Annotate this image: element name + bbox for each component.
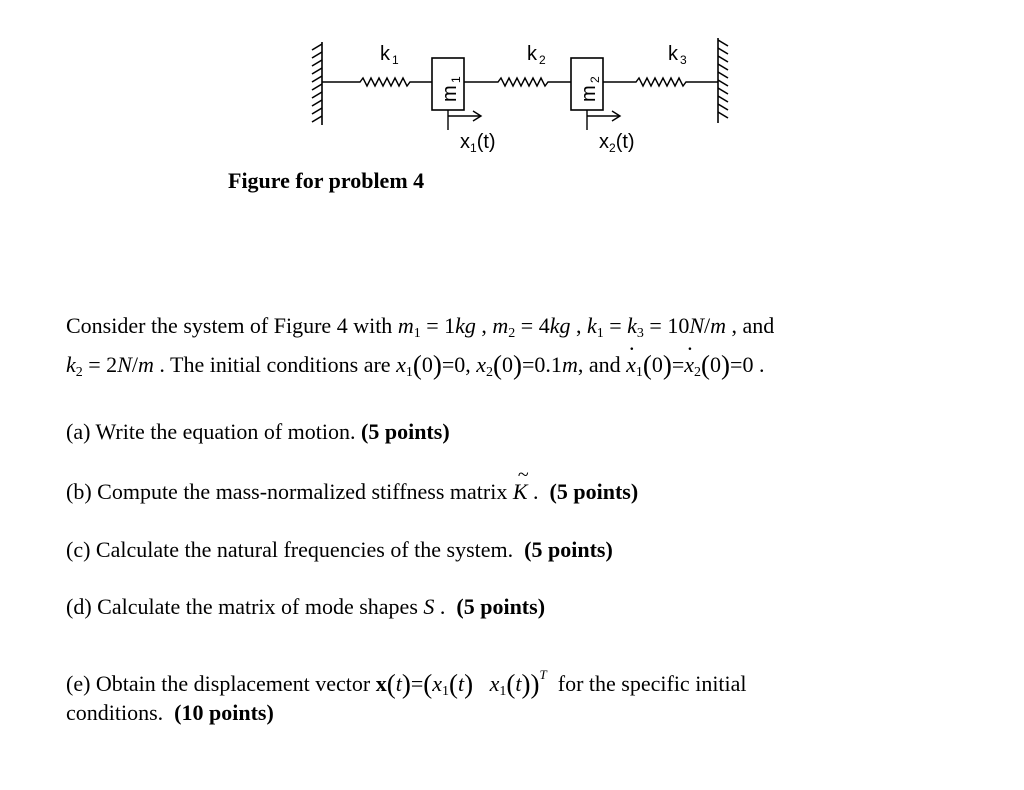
mass-m2-sub: 2 <box>588 76 602 83</box>
spring-k2 <box>464 78 571 86</box>
mass-m1-label: m <box>439 85 461 102</box>
ic-text: The initial conditions are <box>170 352 391 377</box>
disp-x2-label: $x_2(t)$ <box>599 131 635 155</box>
spring-k1 <box>322 78 432 86</box>
part-e: (e) Obtain the displacement vector $x(t)=(x_1(t)$ $x_1(t))^T$ for the specific initial <box>66 667 747 699</box>
part-a: (a) Write the equation of motion. (5 points) <box>66 419 450 444</box>
mass-m2-label: m <box>578 85 600 102</box>
disp-x1-label: $x_1(t)$ <box>460 131 496 155</box>
spring-k3-label: k <box>668 43 678 65</box>
intro-text: Consider the system of Figure 4 with <box>66 313 393 338</box>
spring-k3 <box>603 78 718 86</box>
part-e-line-2: conditions. (10 points) <box>66 700 274 725</box>
problem-line-2: $k_2 = 2N/m$ . The initial conditions are $x_1(0)=0$, $x_2(0)=0.1m$, and · $x_1(0)=\cdot x_2(0)=0$ . <box>66 350 764 388</box>
part-b: (b) Compute the mass-normalized stiffness matrix ~ K . (5 points) <box>66 477 638 507</box>
figure-caption: Figure for problem 4 <box>228 168 425 193</box>
problem-line-1: Consider the system of Figure 4 with $m_1 = 1kg$ , $m_2 = 4kg$ , $k_1 = k_3 = 10N/m$ , and <box>66 313 775 341</box>
spring-k1-label: k <box>380 43 390 65</box>
spring-k2-label: k <box>527 43 537 65</box>
mass-m1-sub: 1 <box>449 76 463 83</box>
spring-mass-figure <box>300 30 750 165</box>
spring-k2-sub: 2 <box>539 53 546 67</box>
left-wall <box>312 42 322 125</box>
spring-k1-sub: 1 <box>392 53 399 67</box>
spring-k3-sub: 3 <box>680 53 687 67</box>
part-d: (d) Calculate the matrix of mode shapes S . (5 points) <box>66 594 546 619</box>
right-wall <box>718 38 728 123</box>
part-c: (c) Calculate the natural frequencies of the system. (5 points) <box>66 537 613 562</box>
